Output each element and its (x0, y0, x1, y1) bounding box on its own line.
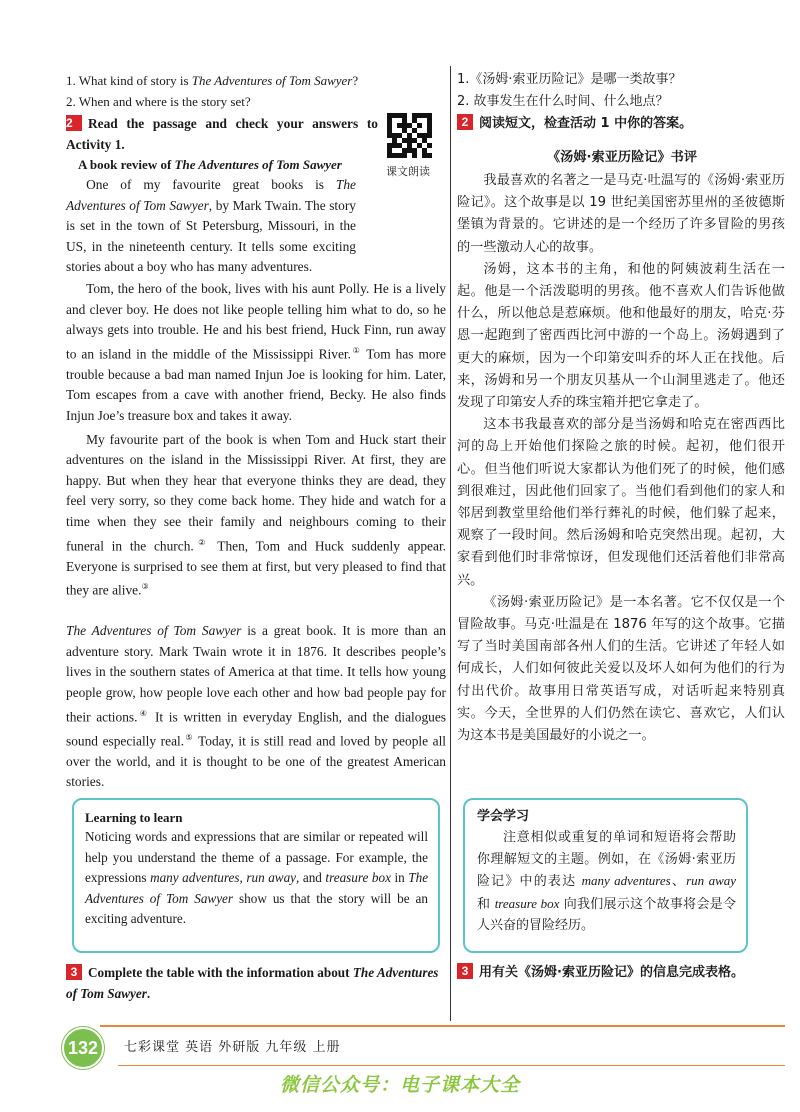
learning-box-text-zh: 注意相似或重复的单词和短语将会帮助你理解短文的主题。例如，在《汤姆·索亚历险记》中的表达 many adventures、run away 和 treasure box 向我们展示这个故事将会是令人兴奋的冒险经历。 (477, 830, 737, 933)
paragraph-1-zh: 我最喜欢的名著之一是马克·吐温写的《汤姆·索亚历险记》。这个故事是以 19 世纪美国密苏里州的圣彼德斯堡镇为背景的。它讲述的是一个经历了许多冒险的男孩的一些激动人心的故事。 (457, 173, 785, 255)
paragraph-4: The Adventures of Tom Sawyer is a great book. It is more than an adventure story. Mark Twain wrote it in 1876. It describes people’s lives in the southern states of America at that time. It tells how young people grow, how people love each other and how bad people pay for their actions.④ It is written in everyday English, and the dialogues sound especially real.⑤ Today, it is still read and loved by people all over the world, and it is thought to be one of the greatest American stories. (66, 623, 447, 790)
paragraph-2: Tom, the hero of the book, lives with his aunt Polly. He is a lively and clever boy. He does not like people telling him what to do, so he always gets into trouble. He and his best friend, Huck Finn, run away to an island in the middle of the Mississippi River.① Tom has more trouble because a bad man named Injun Joe is looking for him. Later, Tom escapes from a cave with another friend, Becky. He also finds Injun Joe’s treasure box and takes it away. (66, 280, 447, 423)
paragraph-3: My favourite part of the book is when Tom and Huck start their adventures on the island in the Mississippi River. At first, they are happy. But when they hear that everyone thinks they are dead, they feel very sorry, so they come back home. They hide and watch for a time when they see their family and neighbours coming to their funeral in the church.② Then, Tom and Huck suddenly appear. Everyone is surprised to see them at first, but very pleased to find that they are alive.③ (66, 431, 447, 598)
activity-2-heading: 2 Read the passage and check your answers to Activity 1. (66, 116, 378, 152)
footer-rule-thin (118, 1065, 785, 1066)
passage-chinese (457, 170, 785, 747)
activity-number-badge: 3 (66, 964, 82, 980)
book-series-label: 七彩课堂 英语 外研版 九年级 上册 (124, 1040, 341, 1055)
paragraph-1: One of my favourite great books is The Adventures of Tom Sawyer, by Mark Twain. The story is set in the town of St Petersburg, Missouri, in the US, in the nineteenth century. It tells some exciting stories about a boy who has many adventures. (66, 177, 357, 275)
column-divider (450, 66, 451, 1021)
activity-number-badge: 3 (457, 963, 473, 979)
activity-3-heading: 3 Complete the table with the information about The Adventures of Tom Sawyer. (66, 965, 439, 1001)
question-1: 1. What kind of story is The Adventures of Tom Sawyer? (66, 73, 359, 88)
activity-3-heading-zh: 3 用有关《汤姆·索亚历险记》的信息完成表格。 (457, 962, 777, 984)
passage-english (66, 175, 446, 793)
passage-title: A book review of The Adventures of Tom Sawyer (78, 157, 342, 172)
learning-box-title-zh: 学会学习 (477, 809, 530, 824)
watermark: 微信公众号：电子课本大全 (279, 1074, 520, 1096)
qr-code-image[interactable] (387, 113, 432, 158)
learning-box-title: Learning to learn (85, 810, 183, 825)
paragraph-4-zh: 《汤姆·索亚历险记》是一本名著。它不仅仅是一个冒险故事。马克·吐温是在 1876 年写的这个故事。它描写了当时美国南部各州人们的生活。它讲述了年轻人如何成长，人们如何彼此关爱以及坏人如何为他们的行为付出代价。故事用日常英语写成，对话听起来特别真实。今天，全世界的人们仍然在读它、喜欢它，人们认为这本书是美国最好的小说之一。 (457, 594, 785, 744)
question-2-zh: 2. 故事发生在什么时间、什么地点？ (457, 94, 669, 109)
paragraph-3-zh: 这本书我最喜欢的部分是当汤姆和哈克在密西西比河的岛上开始他们探险之旅的时候。起初，他们很开心。但当他们听说大家都认为他们死了的时候，他们感到很难过，因此他们回家了。当他们看到他们的家人和邻居到教堂里给他们举行葬礼的时候，他们躲了起来，观察了一段时间。然后汤姆和哈克突然出现。起初，大家看到他们时非常惊讶，但发现他们还活着他们非常高兴。 (457, 417, 785, 588)
passage-title-zh: 《汤姆·索亚历险记》书评 (546, 150, 698, 165)
learning-box-text: Noticing words and expressions that are similar or repeated will help you understand the theme of a passage. For example, the expressions many adventures, run away, and treasure box in The Adventures of Tom Sawyer show us that the story will be an exciting adventure. (85, 829, 429, 927)
qr-code[interactable] (386, 113, 434, 179)
learning-to-learn-box (72, 798, 440, 953)
activity-2-heading-zh: 2 阅读短文，检查活动 1 中你的答案。 (457, 113, 692, 135)
qr-caption: 课文朗读 (386, 165, 430, 178)
activity-number-badge: 2 (66, 115, 82, 131)
activity-number-badge: 2 (457, 114, 473, 130)
footer-rule (100, 1025, 785, 1027)
page-number: 132 (62, 1027, 104, 1069)
question-1-zh: 1.《汤姆·索亚历险记》是哪一类故事？ (457, 72, 682, 87)
paragraph-2-zh: 汤姆，这本书的主角，和他的阿姨波莉生活在一起。他是一个活泼聪明的男孩。他不喜欢人们告诉他做什么，所以他总是惹麻烦。他和他最好的朋友，哈克·芬恩一起跑到了密西西比河中游的一个岛上。汤姆遇到了更大的麻烦，因为一个印第安叫乔的坏人正在找他。后来，汤姆和另一个朋友贝基从一个山洞里逃走了。他还发现了印第安人乔的珠宝箱并把它拿走了。 (457, 261, 785, 411)
learning-box-zh (463, 798, 748, 953)
question-2: 2. When and where is the story set? (66, 94, 251, 109)
